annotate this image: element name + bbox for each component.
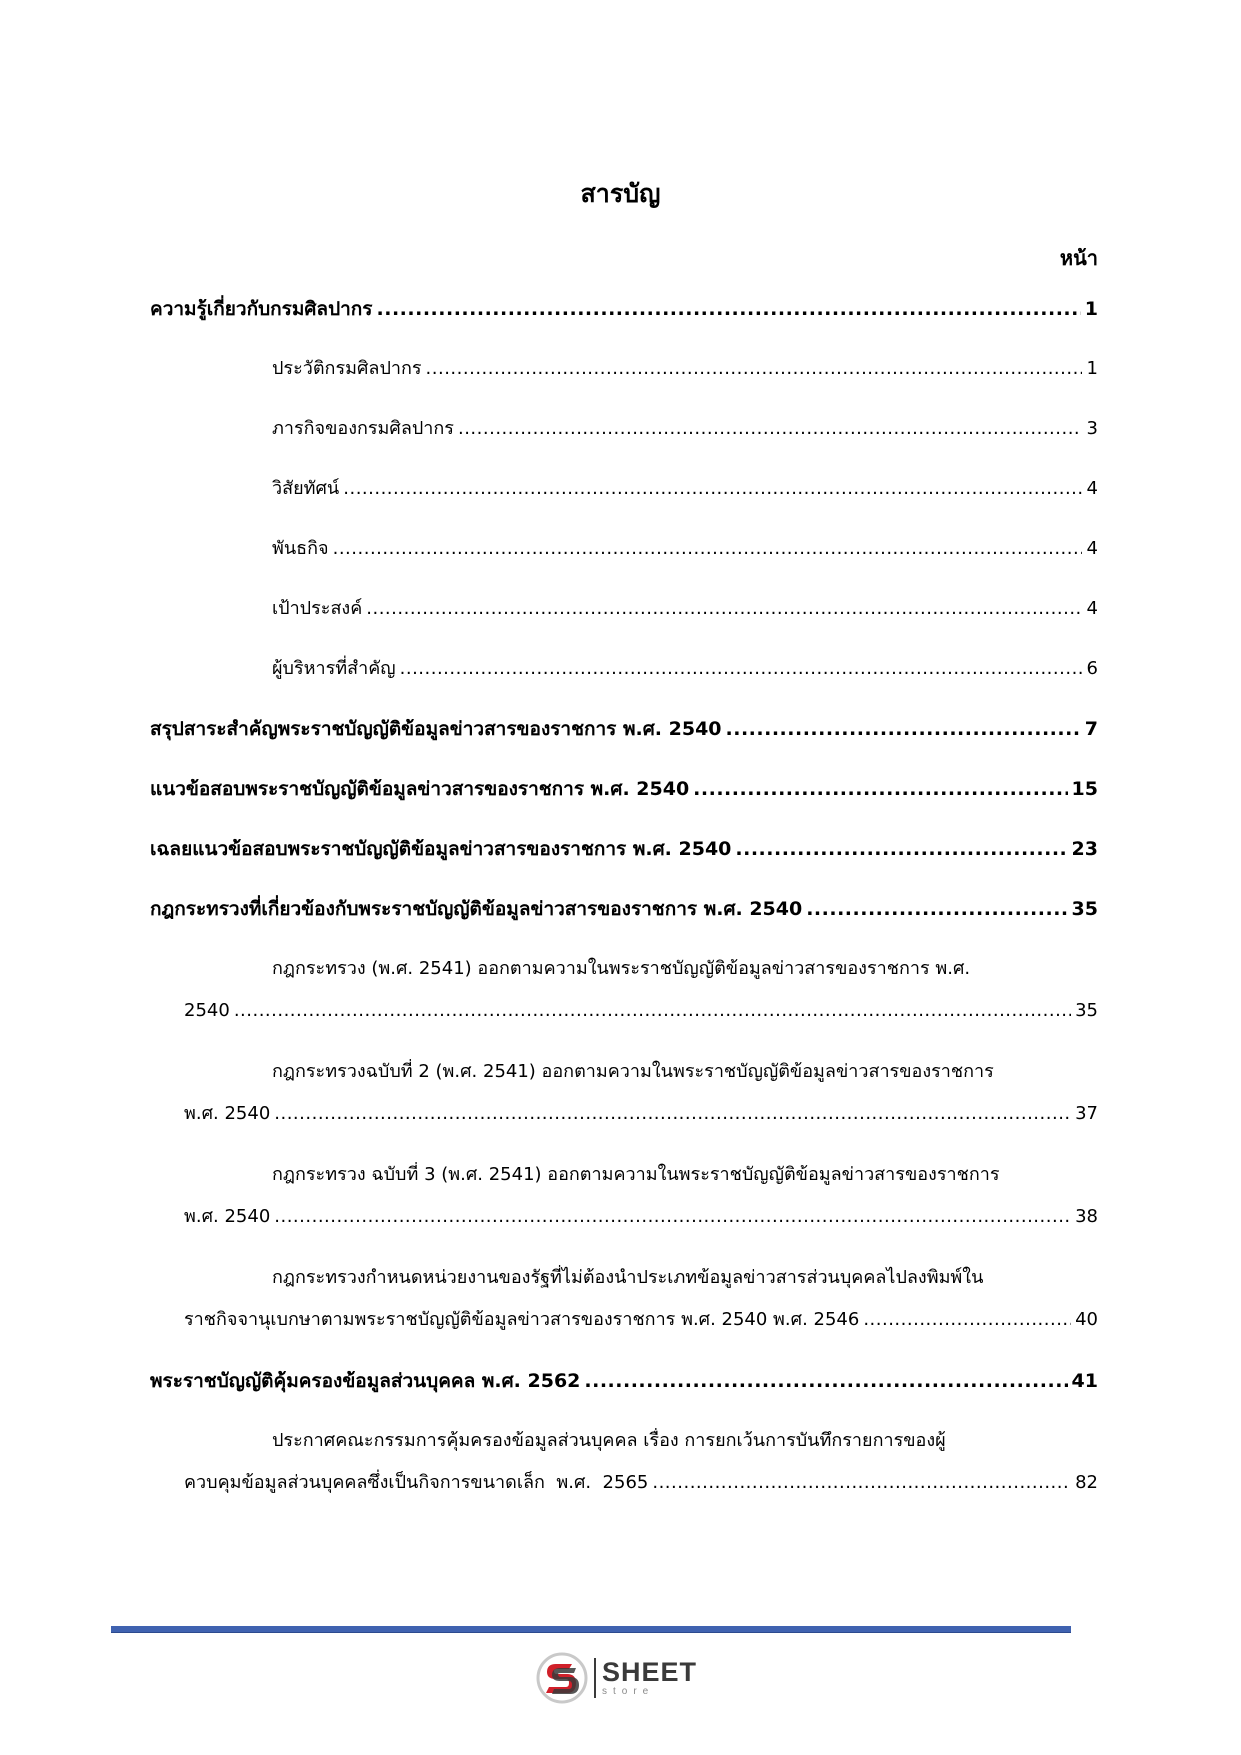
dot-leader [274, 1101, 1071, 1127]
toc-entry-text: เป้าประสงค์ [272, 598, 363, 619]
dot-leader [366, 596, 1082, 622]
toc-entry-page: 1 [1084, 298, 1098, 320]
toc-entry-text: กฎกระทรวงที่เกี่ยวข้องกับพระราชบัญญัติข้อมูลข่าวสารของราชการ พ.ศ. 2540 [150, 898, 803, 920]
toc-entry-page: 3 [1086, 418, 1098, 439]
dot-leader [333, 536, 1082, 562]
toc-entry-line1[interactable]: กฎกระทรวง ฉบับที่ 3 (พ.ศ. 2541) ออกตามความในพระราชบัญญัติข้อมูลข่าวสารของราชการ [272, 1164, 1000, 1185]
dot-leader [458, 416, 1082, 442]
toc-entry-page: 38 [1075, 1206, 1098, 1227]
toc-entry[interactable] [184, 998, 1098, 1024]
dot-leader [400, 656, 1082, 682]
dot-leader [343, 476, 1082, 502]
toc-entry-text: ประวัติกรมศิลปากร [272, 358, 422, 379]
toc-entry[interactable] [272, 596, 1098, 622]
toc-entry-text: ผู้บริหารที่สำคัญ [272, 658, 396, 679]
toc-entry-line1[interactable]: กฎกระทรวงกำหนดหน่วยงานของรัฐที่ไม่ต้องนำประเภทข้อมูลข่าวสารส่วนบุคคลไปลงพิมพ์ใน [272, 1267, 984, 1288]
toc-entry[interactable] [272, 356, 1098, 382]
toc-entry[interactable] [150, 836, 1098, 862]
footer-logo [536, 1650, 716, 1706]
toc-entry-page: 35 [1075, 1000, 1098, 1021]
toc-entry-text: พ.ศ. 2540 [184, 1206, 271, 1227]
dot-leader [806, 896, 1067, 922]
toc-entry[interactable] [184, 1204, 1098, 1230]
toc-entry-page: 37 [1075, 1103, 1098, 1124]
toc-entry-text: พระราชบัญญัติคุ้มครองข้อมูลส่วนบุคคล พ.ศ. 2562 [150, 1370, 581, 1392]
toc-entry-page: 82 [1075, 1472, 1098, 1493]
footer-rule [111, 1626, 1071, 1633]
toc-entry[interactable] [272, 416, 1098, 442]
toc-entry-page: 1 [1086, 358, 1098, 379]
toc-entry[interactable] [272, 536, 1098, 562]
logo-text-main: SHEET [602, 1657, 698, 1687]
toc-entry-page: 4 [1086, 478, 1098, 499]
toc-entry[interactable] [184, 1101, 1098, 1127]
page-title: สารบัญ [580, 179, 661, 208]
toc-entry[interactable] [150, 776, 1098, 802]
toc-entry[interactable] [150, 896, 1098, 922]
toc-entry[interactable] [184, 1307, 1098, 1333]
dot-leader [377, 296, 1081, 322]
dot-leader [426, 356, 1082, 382]
dot-leader [274, 1204, 1071, 1230]
toc-entry-text: เฉลยแนวข้อสอบพระราชบัญญัติข้อมูลข่าวสารของราชการ พ.ศ. 2540 [150, 838, 732, 860]
toc-entry[interactable] [150, 716, 1098, 742]
toc-entry-page: 4 [1086, 538, 1098, 559]
dot-leader [863, 1307, 1071, 1333]
toc-entry[interactable] [150, 1368, 1098, 1394]
toc-entry-text: พันธกิจ [272, 538, 329, 559]
toc-entry-text: ราชกิจจานุเบกษาตามพระราชบัญญัติข้อมูลข่าวสารของราชการ พ.ศ. 2540 พ.ศ. 2546 [184, 1309, 860, 1330]
sheet-store-s-logo-icon [536, 1652, 588, 1704]
toc-entry[interactable] [272, 476, 1098, 502]
toc-entry-page: 41 [1071, 1370, 1098, 1392]
dot-leader [726, 716, 1081, 742]
toc-entry-page: 6 [1086, 658, 1098, 679]
logo-wordmark [602, 1659, 697, 1697]
toc-entry-text: พ.ศ. 2540 [184, 1103, 271, 1124]
toc-entry-page: 7 [1084, 718, 1098, 740]
toc-entry-page: 23 [1071, 838, 1098, 860]
toc-entry-text: แนวข้อสอบพระราชบัญญัติข้อมูลข่าวสารของราชการ พ.ศ. 2540 [150, 778, 690, 800]
page-column-label: หน้า [1059, 246, 1098, 270]
toc-entry-text: 2540 [184, 1000, 230, 1021]
toc-entry-text: ภารกิจของกรมศิลปากร [272, 418, 454, 439]
toc-entry-line1[interactable]: กฎกระทรวง (พ.ศ. 2541) ออกตามความในพระราชบัญญัติข้อมูลข่าวสารของราชการ พ.ศ. [272, 958, 971, 979]
toc-entry-page: 4 [1086, 598, 1098, 619]
toc-entry[interactable] [184, 1470, 1098, 1496]
dot-leader [735, 836, 1067, 862]
toc-entry[interactable] [150, 296, 1098, 322]
toc-entry-page: 40 [1075, 1309, 1098, 1330]
toc-entry-text: ควบคุมข้อมูลส่วนบุคคลซึ่งเป็นกิจการขนาดเล็ก พ.ศ. 2565 [184, 1472, 649, 1493]
toc-entry-page: 15 [1071, 778, 1098, 800]
toc-entry-page: 35 [1071, 898, 1098, 920]
toc-entry-line1[interactable]: ประกาศคณะกรรมการคุ้มครองข้อมูลส่วนบุคคล เรื่อง การยกเว้นการบันทึกรายการของผู้ [272, 1430, 946, 1451]
toc-entry-text: วิสัยทัศน์ [272, 478, 340, 499]
logo-text-sub: store [602, 1686, 655, 1697]
dot-leader [693, 776, 1067, 802]
toc-entry[interactable] [272, 656, 1098, 682]
toc-entry-line1[interactable]: กฎกระทรวงฉบับที่ 2 (พ.ศ. 2541) ออกตามความในพระราชบัญญัติข้อมูลข่าวสารของราชการ [272, 1061, 994, 1082]
toc-entry-text: สรุปสาระสำคัญพระราชบัญญัติข้อมูลข่าวสารของราชการ พ.ศ. 2540 [150, 718, 722, 740]
dot-leader [652, 1470, 1071, 1496]
logo-separator [594, 1658, 596, 1698]
dot-leader [234, 998, 1071, 1024]
dot-leader [584, 1368, 1067, 1394]
toc-entry-text: ความรู้เกี่ยวกับกรมศิลปากร [150, 298, 373, 320]
